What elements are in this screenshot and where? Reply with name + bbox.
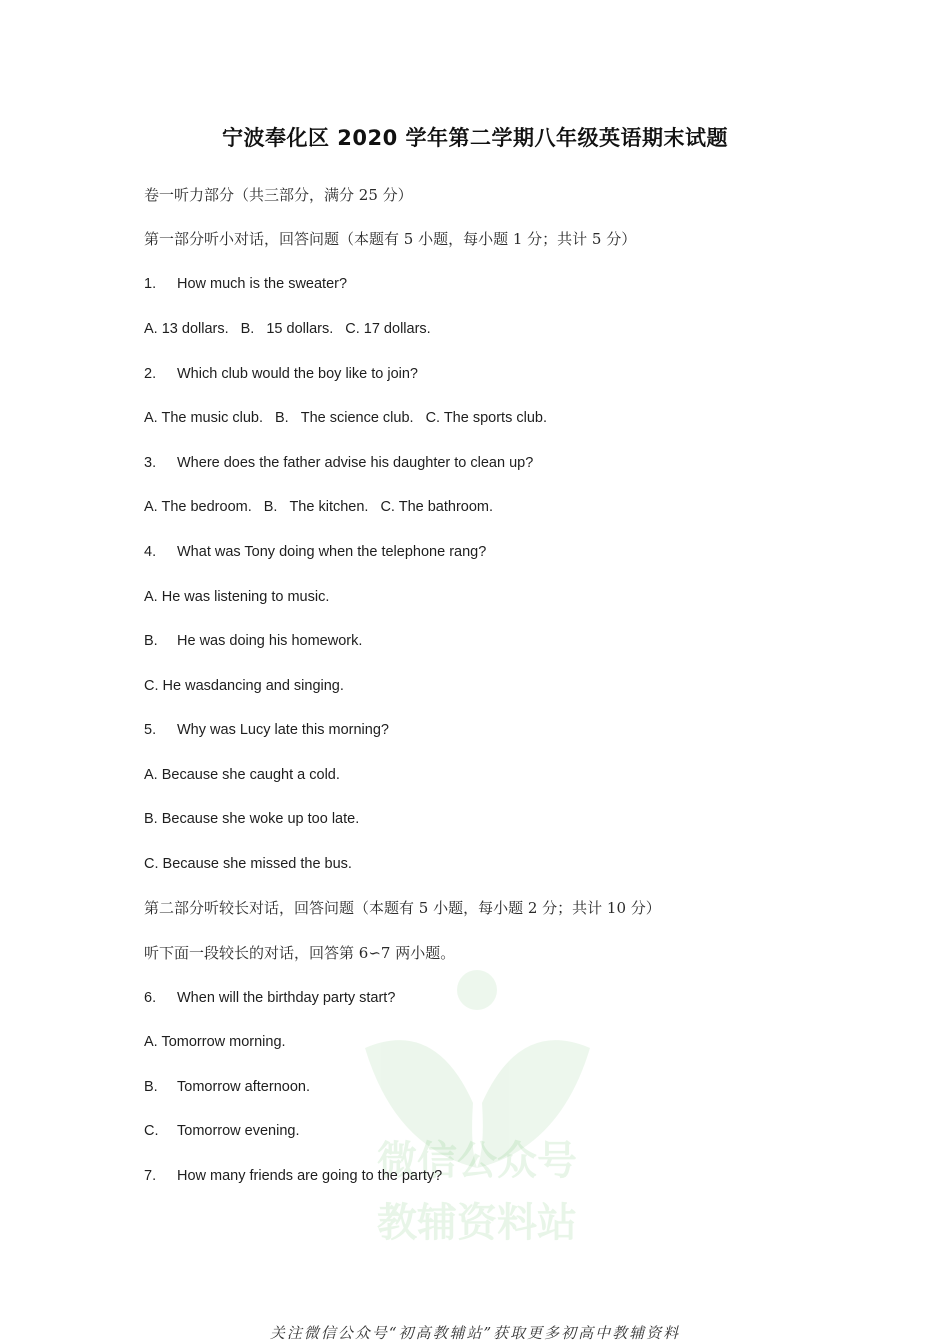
question-number: 7.	[144, 1168, 157, 1184]
footer-note: 关注微信公众号“初高教辅站”获取更多初高中教辅资料	[269, 1324, 681, 1342]
option-b-row	[144, 631, 362, 651]
option-c-row	[144, 1121, 300, 1141]
option-c: C. 17 dollars.	[345, 321, 431, 337]
option-a: A. He was listening to music.	[144, 589, 330, 605]
question-1-options	[144, 319, 431, 339]
question-number: 3.	[144, 455, 157, 471]
question-number: 5.	[144, 722, 157, 738]
question-2	[144, 364, 418, 384]
option-b-label: B.	[144, 1079, 158, 1095]
document-title: 宁波奉化区 2020 学年第二学期八年级英语期末试题	[221, 126, 729, 150]
option-a: A. The bedroom.	[144, 499, 252, 515]
option-b: The kitchen.	[289, 499, 369, 515]
question-text: Where does the father advise his daughter to clean up?	[177, 455, 534, 471]
option-b: B. Because she woke up too late.	[144, 811, 360, 827]
question-number: 6.	[144, 990, 157, 1006]
option-a: A. Tomorrow morning.	[144, 1034, 286, 1050]
part2-header: 第二部分听较长对话，回答问题（本题有 5 小题，每小题 2 分；共计 10 分）	[144, 899, 661, 917]
option-c: C. The sports club.	[425, 410, 547, 426]
option-b: Tomorrow afternoon.	[177, 1079, 310, 1095]
option-b: 15 dollars.	[266, 321, 334, 337]
option-b-label: B.	[275, 410, 289, 426]
question-text: Why was Lucy late this morning?	[177, 722, 389, 738]
question-text: When will the birthday party start?	[177, 990, 396, 1006]
watermark-text-2: 教辅资料站	[377, 1200, 577, 1246]
option-b-label: B.	[263, 499, 278, 515]
option-c: C. Because she missed the bus.	[144, 856, 352, 872]
question-number: 1.	[144, 276, 157, 292]
question-6	[144, 988, 395, 1008]
part1-header: 第一部分听小对话，回答问题（本题有 5 小题，每小题 1 分；共计 5 分）	[144, 230, 637, 248]
option-c: C. He wasdancing and singing.	[144, 678, 344, 694]
question-number: 4.	[144, 544, 157, 560]
option-a: A. Because she caught a cold.	[144, 767, 340, 783]
option-a: A. The music club.	[144, 410, 264, 426]
question-text: How many friends are going to the party?	[177, 1168, 443, 1184]
watermark-text-1: 微信公众号	[377, 1138, 577, 1184]
question-7	[144, 1166, 442, 1186]
option-b-label: B.	[144, 633, 158, 649]
option-b-label: B.	[240, 321, 255, 337]
question-5	[144, 720, 389, 740]
option-b: The science club.	[300, 410, 414, 426]
question-1	[144, 274, 347, 294]
option-c-label: C.	[144, 1123, 159, 1139]
part2-instruction: 听下面一段较长的对话，回答第 6∽7 两小题。	[144, 944, 456, 962]
question-text: What was Tony doing when the telephone rang?	[177, 544, 487, 560]
option-a: A. 13 dollars.	[144, 321, 229, 337]
option-c: C. The bathroom.	[380, 499, 494, 515]
option-c: Tomorrow evening.	[177, 1123, 300, 1139]
section-header: 卷一听力部分（共三部分，满分 25 分）	[144, 186, 413, 204]
question-number: 2.	[144, 366, 157, 382]
question-3-options	[144, 497, 493, 517]
question-2-options	[144, 408, 547, 428]
question-text: How much is the sweater?	[177, 276, 348, 292]
question-3	[144, 453, 533, 473]
option-b: He was doing his homework.	[177, 633, 363, 649]
question-text: Which club would the boy like to join?	[177, 366, 418, 382]
option-b-row	[144, 1077, 310, 1097]
question-4	[144, 542, 486, 562]
